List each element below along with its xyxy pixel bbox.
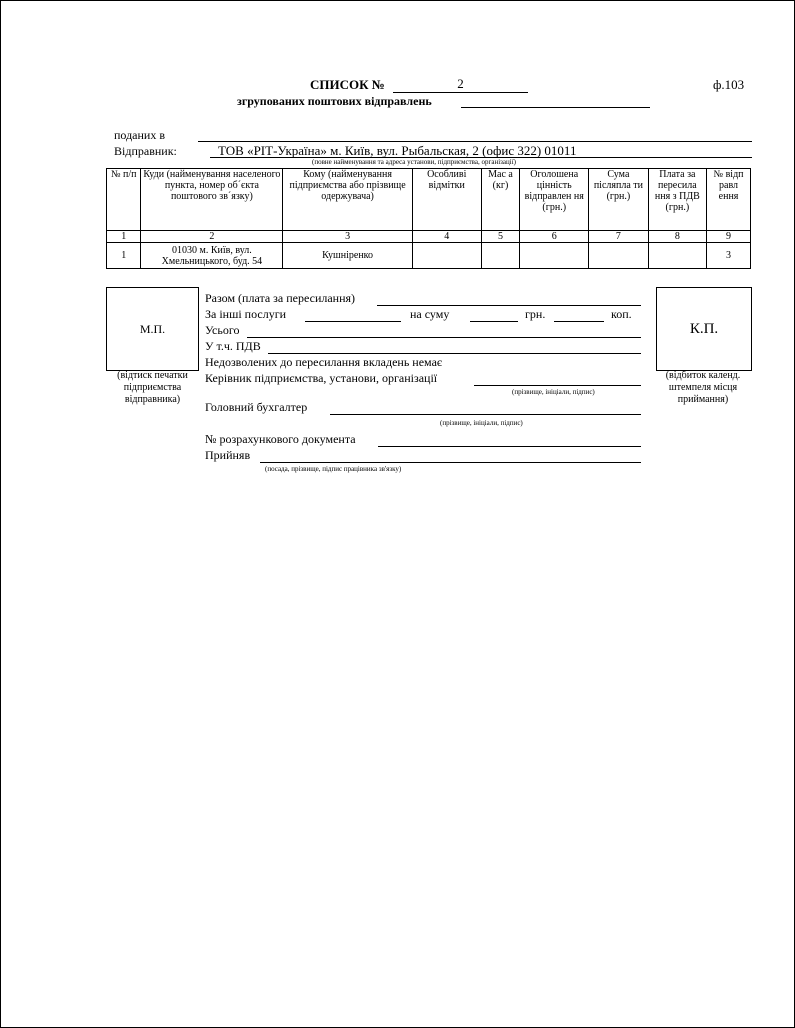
header-cell: № відп равл ення bbox=[707, 169, 751, 231]
sum-uah-line bbox=[470, 321, 518, 322]
postmark-caption: (відбиток календ. штемпеля місця приймання) bbox=[665, 370, 741, 405]
grand-total-label: Усього bbox=[205, 323, 240, 337]
uah-label: грн. bbox=[525, 307, 546, 321]
postmark-box-label: К.П. bbox=[689, 320, 719, 337]
header-cell: Сума післяпла ти (грн.) bbox=[589, 169, 648, 231]
list-title: СПИСОК № bbox=[310, 77, 385, 92]
column-number: 3 bbox=[283, 231, 412, 243]
other-services-label: За інші послуги bbox=[205, 307, 287, 321]
list-subtitle: згрупованих поштових відправлень bbox=[237, 94, 432, 108]
submitted-label: поданих в bbox=[114, 128, 166, 142]
accountant-label: Головний бухгалтер bbox=[205, 400, 308, 414]
subtitle-line bbox=[461, 107, 650, 108]
sender-hint: (повне найменування та адреса установи, підприємства, організації) bbox=[312, 158, 516, 166]
head-line bbox=[474, 385, 641, 386]
table-header-row bbox=[107, 169, 751, 231]
column-number: 5 bbox=[481, 231, 520, 243]
seal-box-label: М.П. bbox=[139, 321, 166, 336]
accepted-hint: (посада, прізвище, підпис працівника зв'язку) bbox=[265, 465, 402, 473]
head-hint: (прізвище, ініціали, підпис) bbox=[512, 388, 595, 396]
row-cell-index: 1 bbox=[107, 243, 141, 269]
column-number: 2 bbox=[141, 231, 283, 243]
shipments-table bbox=[106, 168, 751, 269]
row-cell-postage bbox=[648, 243, 706, 269]
header-cell: Кому (найменування підприємства або прізвище одержувача) bbox=[283, 169, 412, 231]
header-cell: Куди (найменування населеного пункта, номер об´єкта поштового зв´язку) bbox=[141, 169, 283, 231]
column-number: 4 bbox=[412, 231, 481, 243]
row-cell-shipment-number: 3 bbox=[707, 243, 751, 269]
header-cell: Оголошена цінність відправлен ня (грн.) bbox=[520, 169, 589, 231]
column-number: 7 bbox=[589, 231, 648, 243]
row-cell-declared-value bbox=[520, 243, 589, 269]
column-number: 8 bbox=[648, 231, 706, 243]
no-prohibited-label: Недозволених до пересилання вкладень немає bbox=[205, 355, 443, 369]
column-number: 1 bbox=[107, 231, 141, 243]
list-number-line bbox=[393, 92, 528, 93]
payment-doc-label: № розрахункового документа bbox=[205, 432, 356, 446]
list-number: 2 bbox=[457, 76, 464, 91]
header-cell: Особливі відмітки bbox=[412, 169, 481, 231]
total-label: Разом (плата за пересилання) bbox=[205, 291, 356, 305]
form-code: ф.103 bbox=[713, 77, 745, 92]
column-number: 6 bbox=[520, 231, 589, 243]
sender-label: Відправник: bbox=[114, 144, 177, 158]
seal-box bbox=[106, 287, 199, 371]
accepted-label: Прийняв bbox=[205, 448, 251, 462]
vat-label: У т.ч. ПДВ bbox=[205, 339, 261, 353]
row-cell-cod bbox=[589, 243, 648, 269]
column-number-row bbox=[107, 231, 751, 243]
submitted-line bbox=[198, 141, 752, 142]
kop-label: коп. bbox=[611, 307, 632, 321]
vat-line bbox=[268, 353, 641, 354]
seal-caption: (відтиск печатки підприємства відправника) bbox=[117, 370, 188, 405]
sender-value: ТОВ «РІТ-Україна» м. Київ, вул. Рыбальская, 2 (офис 322) 01011 bbox=[218, 143, 577, 158]
column-number: 9 bbox=[707, 231, 751, 243]
payment-doc-line bbox=[378, 446, 641, 447]
head-label: Керівник підприємства, установи, організації bbox=[205, 371, 438, 385]
header-cell: № п/п bbox=[107, 169, 141, 231]
table-row bbox=[107, 243, 751, 269]
accountant-hint: (прізвище, ініціали, підпис) bbox=[440, 419, 523, 427]
total-line bbox=[377, 305, 641, 306]
postmark-box bbox=[656, 287, 752, 371]
other-services-line bbox=[305, 321, 401, 322]
row-cell-weight bbox=[481, 243, 520, 269]
row-cell-notes bbox=[412, 243, 481, 269]
accountant-line bbox=[330, 414, 641, 415]
grand-total-line bbox=[247, 337, 641, 338]
header-cell: Плата за пересила ння з ПДВ (грн.) bbox=[648, 169, 706, 231]
row-cell-recipient: Кушніренко bbox=[283, 243, 412, 269]
sum-kop-line bbox=[554, 321, 604, 322]
accepted-line bbox=[260, 462, 641, 463]
header-cell: Мас а (кг) bbox=[481, 169, 520, 231]
for-sum-label: на суму bbox=[410, 307, 450, 321]
row-cell-destination: 01030 м. Київ, вул. Хмельницького, буд. 54 bbox=[141, 243, 283, 269]
